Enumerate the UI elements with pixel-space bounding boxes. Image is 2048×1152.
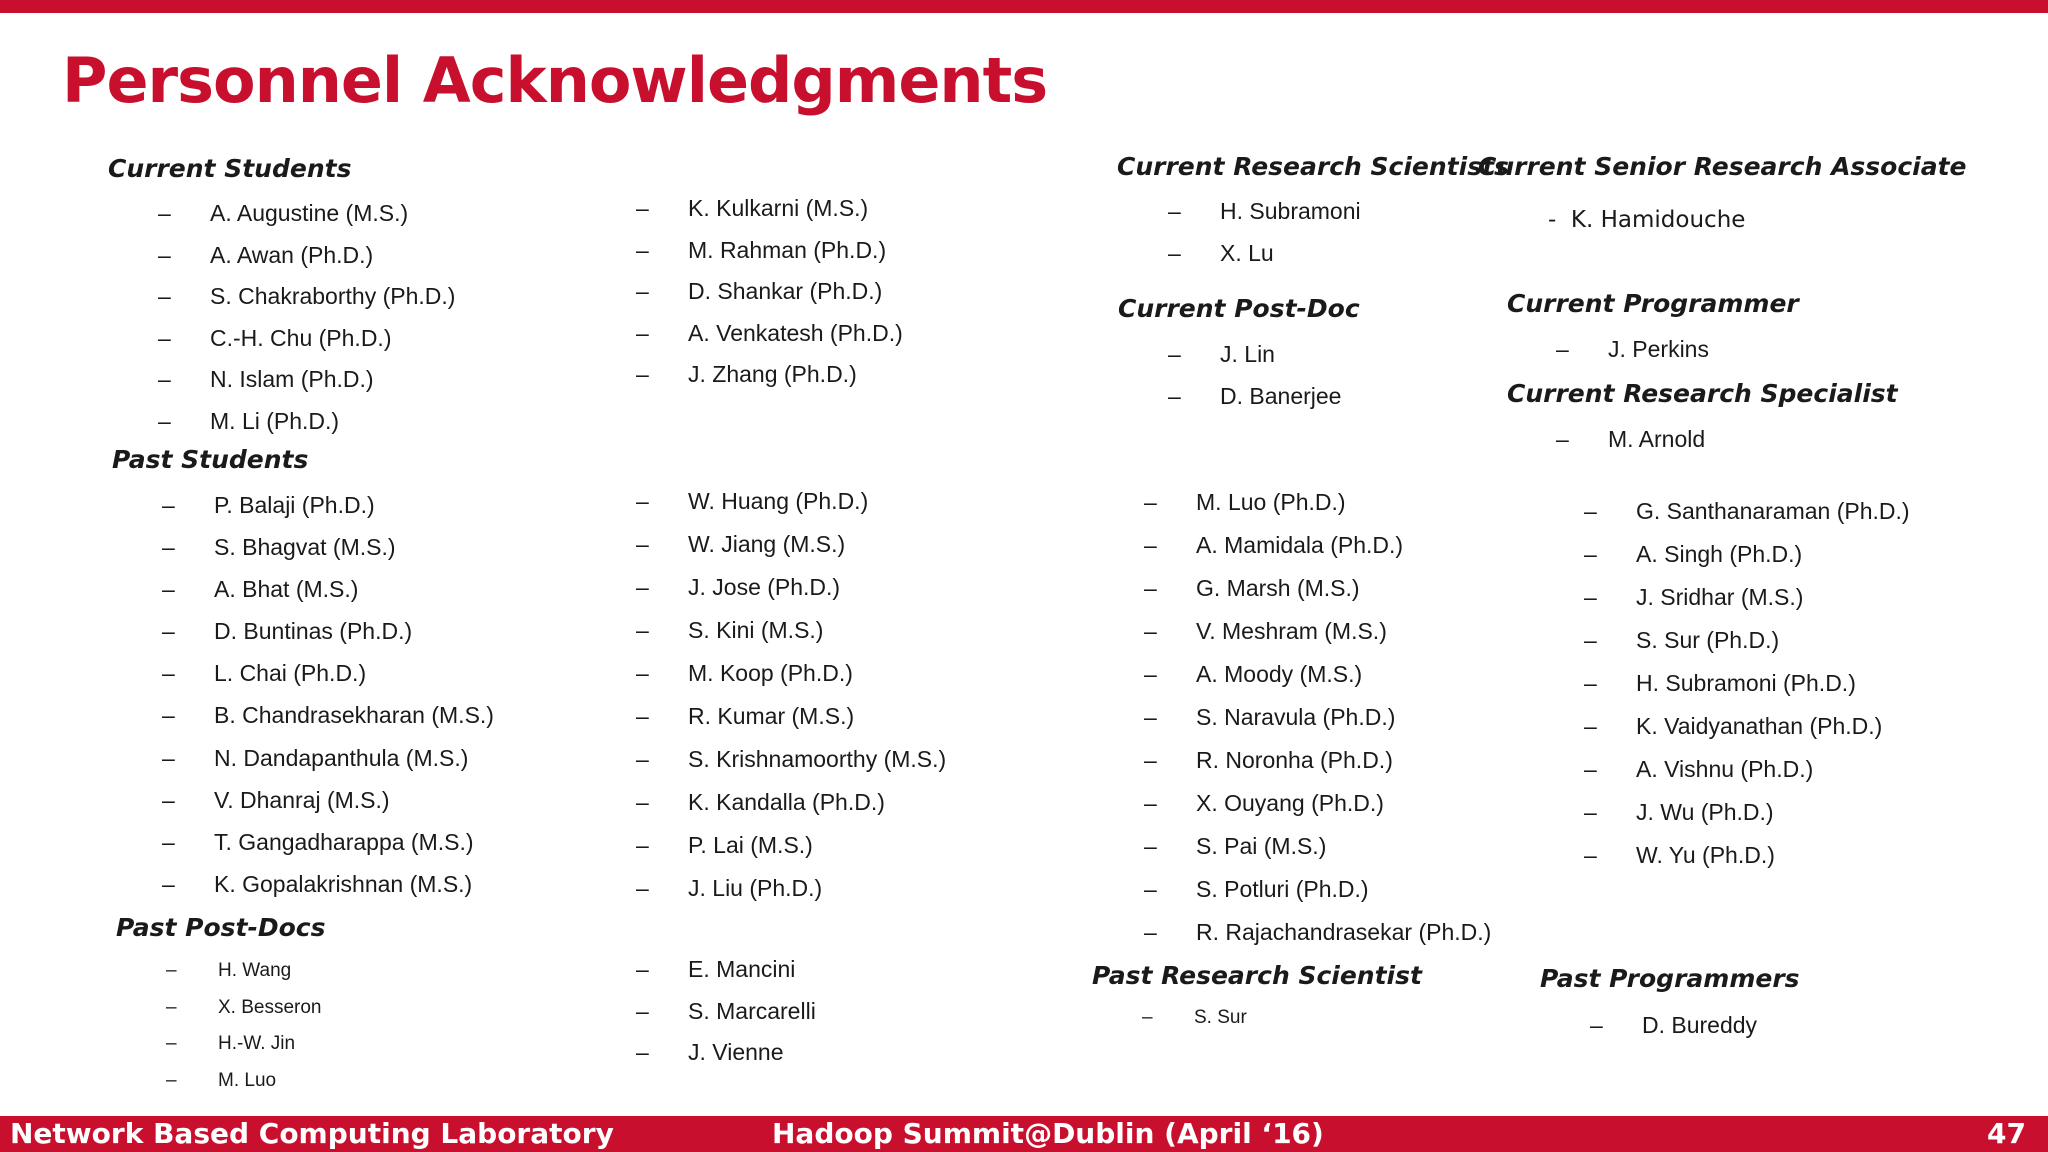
bullet-dash: –: [1168, 341, 1181, 367]
heading-past-students: Past Students: [112, 445, 309, 474]
bullet-dash: –: [1584, 541, 1597, 567]
person-name: S. Bhagvat (M.S.): [214, 534, 396, 561]
person-name: H. Subramoni: [1220, 198, 1361, 224]
person-name: M. Luo (Ph.D.): [1196, 489, 1346, 515]
bullet-dash: –: [636, 617, 649, 643]
person-name: W. Huang (Ph.D.): [688, 488, 869, 514]
person-name: G. Marsh (M.S.): [1196, 575, 1360, 601]
bullet-dash: –: [1144, 661, 1157, 687]
bullet-dash: –: [636, 703, 649, 729]
person-name: M. Li (Ph.D.): [210, 407, 340, 434]
bullet-dash: –: [636, 361, 649, 387]
heading-current-research-specialist: Current Research Specialist: [1507, 379, 1898, 408]
person-name: J. Wu (Ph.D.): [1636, 799, 1774, 825]
bullet-dash: –: [636, 531, 649, 557]
bullet-dash: –: [1590, 1012, 1603, 1038]
current-senior-research-associate-item: - K. Hamidouche: [1548, 207, 1746, 233]
bullet-dash: –: [162, 828, 175, 855]
person-name: K. Kulkarni (M.S.): [688, 195, 869, 221]
heading-past-programmers: Past Programmers: [1540, 964, 1800, 993]
bullet-dash: –: [158, 407, 171, 434]
person-name: J. Zhang (Ph.D.): [688, 361, 857, 387]
bullet-dash: –: [1584, 842, 1597, 868]
heading-current-research-scientists: Current Research Scientists: [1117, 152, 1509, 181]
person-name: B. Chandrasekharan (M.S.): [214, 702, 494, 729]
person-name: A. Moody (M.S.): [1196, 661, 1363, 687]
person-name: K. Kandalla (Ph.D.): [688, 789, 885, 815]
bullet-dash: –: [166, 960, 177, 981]
bullet-dash: –: [158, 200, 171, 226]
bullet-dash: –: [158, 366, 171, 392]
bullet-dash: –: [1144, 704, 1157, 730]
person-name: M. Koop (Ph.D.): [688, 660, 853, 686]
person-name: V. Dhanraj (M.S.): [214, 786, 390, 813]
bullet-dash: –: [1584, 756, 1597, 782]
person-name: S. Chakraborthy (Ph.D.): [210, 283, 456, 309]
bullet-dash: –: [636, 660, 649, 686]
bullet-dash: –: [636, 195, 649, 221]
top-accent-bar: [0, 0, 2048, 13]
bullet-dash: –: [1144, 876, 1157, 902]
person-name: J. Vienne: [688, 1039, 784, 1065]
person-name: M. Arnold: [1608, 426, 1706, 452]
bullet-dash: –: [636, 746, 649, 772]
person-name: N. Dandapanthula (M.S.): [214, 744, 469, 771]
person-name: J. Lin: [1220, 341, 1275, 367]
bullet-dash: –: [1144, 532, 1157, 558]
bullet-dash: –: [1584, 670, 1597, 696]
heading-current-students: Current Students: [108, 154, 352, 183]
person-name: A. Venkatesh (Ph.D.): [688, 319, 903, 346]
bullet-dash: –: [1144, 747, 1157, 773]
person-name: S. Potluri (Ph.D.): [1196, 876, 1369, 902]
person-name: S. Pai (M.S.): [1196, 833, 1327, 859]
bullet-dash: –: [158, 241, 171, 268]
bullet-dash: –: [166, 1033, 177, 1055]
bullet-dash: –: [1168, 198, 1181, 224]
person-name: E. Mancini: [688, 956, 796, 982]
bullet-dash: –: [1584, 799, 1597, 825]
person-name: W. Yu (Ph.D.): [1636, 842, 1775, 868]
bullet-dash: –: [1144, 618, 1157, 644]
heading-current-senior-research-associate: Current Senior Research Associate: [1478, 152, 1967, 181]
person-name: R. Kumar (M.S.): [688, 703, 855, 729]
bullet-dash: –: [1584, 713, 1597, 739]
bullet-dash: –: [158, 283, 171, 309]
person-name: D. Buntinas (Ph.D.): [214, 618, 413, 645]
footer-bar: [0, 1116, 2048, 1152]
slide-title: Personnel Acknowledgments: [62, 44, 1048, 117]
person-name: S. Sur (Ph.D.): [1636, 627, 1780, 653]
person-name: J. Jose (Ph.D.): [688, 574, 841, 600]
bullet-dash: –: [636, 1039, 649, 1065]
person-name: S. Marcarelli: [688, 997, 816, 1024]
bullet-dash: –: [162, 576, 175, 603]
person-name: H. Subramoni (Ph.D.): [1636, 670, 1856, 696]
person-name: X. Besseron: [218, 996, 322, 1018]
person-name: A. Mamidala (Ph.D.): [1196, 532, 1404, 558]
person-name: S. Krishnamoorthy (M.S.): [688, 746, 947, 772]
bullet-dash: –: [162, 702, 175, 729]
person-name: R. Noronha (Ph.D.): [1196, 747, 1393, 773]
person-name: X. Lu: [1220, 240, 1274, 266]
bullet-dash: –: [1144, 489, 1157, 515]
person-name: R. Rajachandrasekar (Ph.D.): [1196, 919, 1492, 945]
bullet-dash: –: [1556, 426, 1569, 452]
bullet-dash: –: [1168, 240, 1181, 266]
bullet-dash: –: [162, 870, 175, 897]
bullet-dash: –: [166, 1070, 177, 1092]
person-name: T. Gangadharappa (M.S.): [214, 828, 474, 855]
bullet-dash: –: [162, 618, 175, 645]
person-name: K. Vaidyanathan (Ph.D.): [1636, 713, 1883, 739]
bullet-dash: –: [636, 875, 649, 901]
bullet-dash: –: [1584, 498, 1597, 524]
bullet-dash: –: [158, 324, 171, 351]
person-name: L. Chai (Ph.D.): [214, 660, 367, 687]
bullet-dash: –: [1142, 1007, 1153, 1028]
bullet-dash: –: [1556, 336, 1569, 362]
bullet-dash: –: [636, 574, 649, 600]
bullet-dash: –: [162, 744, 175, 771]
person-name: A. Bhat (M.S.): [214, 576, 359, 603]
bullet-dash: –: [1584, 627, 1597, 653]
person-name: M. Luo: [218, 1070, 277, 1092]
person-name: J. Perkins: [1608, 336, 1709, 362]
person-name: N. Islam (Ph.D.): [210, 366, 374, 392]
heading-past-post-docs: Past Post-Docs: [116, 913, 326, 942]
bullet-dash: –: [162, 492, 175, 518]
person-name: D. Banerjee: [1220, 383, 1342, 409]
person-name: S. Naravula (Ph.D.): [1196, 704, 1396, 730]
bullet-dash: –: [636, 236, 649, 263]
person-name: P. Lai (M.S.): [688, 832, 813, 858]
bullet-dash: –: [636, 278, 649, 304]
bullet-dash: –: [636, 997, 649, 1024]
person-name: V. Meshram (M.S.): [1196, 618, 1387, 644]
person-name: A. Singh (Ph.D.): [1636, 541, 1803, 567]
person-name: H.-W. Jin: [218, 1033, 296, 1055]
bullet-dash: –: [636, 319, 649, 346]
bullet-dash: –: [1144, 575, 1157, 601]
person-name: D. Shankar (Ph.D.): [688, 278, 883, 304]
bullet-dash: –: [636, 956, 649, 982]
person-name: M. Rahman (Ph.D.): [688, 236, 887, 263]
person-name: W. Jiang (M.S.): [688, 531, 846, 557]
person-name: S. Sur: [1194, 1007, 1247, 1028]
bullet-dash: –: [162, 786, 175, 813]
person-name: G. Santhanaraman (Ph.D.): [1636, 498, 1910, 524]
person-name: A. Vishnu (Ph.D.): [1636, 756, 1814, 782]
heading-past-research-scientist: Past Research Scientist: [1092, 961, 1422, 990]
bullet-dash: –: [162, 534, 175, 561]
bullet-dash: –: [636, 789, 649, 815]
bullet-dash: –: [1584, 584, 1597, 610]
bullet-dash: –: [166, 996, 177, 1018]
bullet-dash: –: [1144, 919, 1157, 945]
person-name: J. Liu (Ph.D.): [688, 875, 823, 901]
person-name: C.-H. Chu (Ph.D.): [210, 324, 392, 351]
person-name: K. Gopalakrishnan (M.S.): [214, 870, 473, 897]
person-name: A. Awan (Ph.D.): [210, 241, 374, 268]
bullet-dash: –: [1144, 790, 1157, 816]
bullet-dash: –: [1144, 833, 1157, 859]
heading-current-programmer: Current Programmer: [1507, 289, 1799, 318]
heading-current-post-doc: Current Post-Doc: [1118, 294, 1360, 323]
person-name: J. Sridhar (M.S.): [1636, 584, 1804, 610]
person-name: H. Wang: [218, 960, 292, 981]
bullet-dash: –: [636, 832, 649, 858]
bullet-dash: –: [1168, 383, 1181, 409]
footer-event: Hadoop Summit@Dublin (April ‘16): [772, 1117, 1324, 1150]
person-name: A. Augustine (M.S.): [210, 200, 409, 226]
bullet-dash: –: [636, 488, 649, 514]
footer-page-number: 47: [1987, 1117, 2026, 1150]
bullet-dash: –: [162, 660, 175, 687]
person-name: P. Balaji (Ph.D.): [214, 492, 375, 518]
person-name: X. Ouyang (Ph.D.): [1196, 790, 1384, 816]
person-name: D. Bureddy: [1642, 1012, 1758, 1038]
person-name: S. Kini (M.S.): [688, 617, 824, 643]
footer-lab-name: Network Based Computing Laboratory: [10, 1117, 614, 1150]
